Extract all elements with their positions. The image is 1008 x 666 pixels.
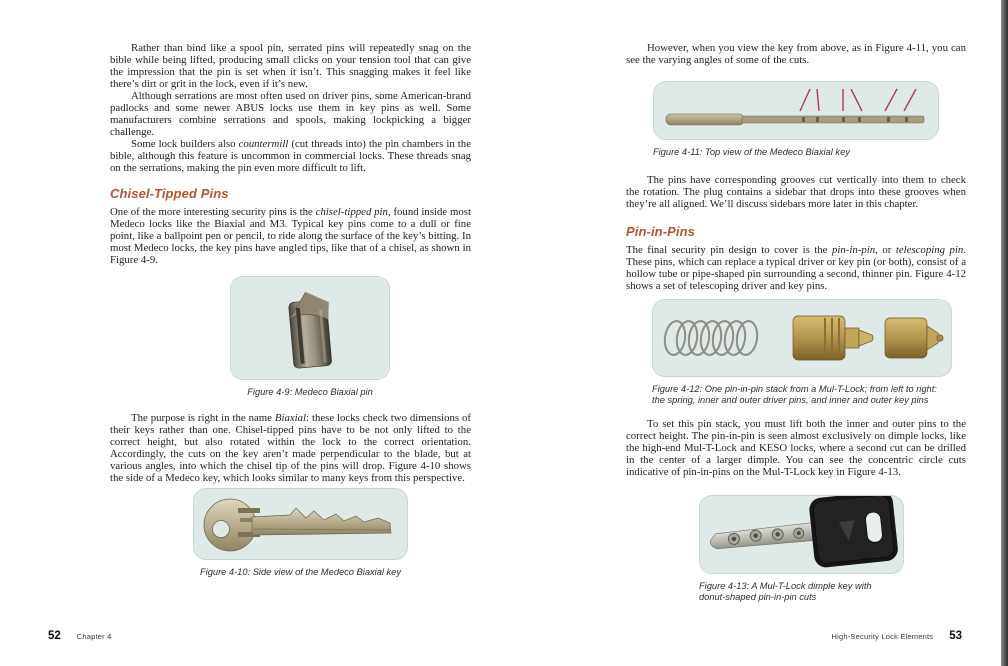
- running-footer-chapter: Chapter 4: [76, 632, 112, 641]
- page-right-column: [626, 42, 966, 604]
- page-number-right: 53: [949, 630, 962, 642]
- figure-4-11-photo-box: [653, 81, 939, 140]
- spring-image: [663, 319, 760, 355]
- emphasis-biaxial: Biaxial: [274, 411, 307, 424]
- emphasis-countermill: countermill: [238, 138, 289, 150]
- footer-left: [48, 626, 112, 644]
- figure-4-11-caption: Figure 4-11: Top view of the Medeco Biaxial key: [653, 147, 850, 157]
- paragraph-grooves-sidebar: The pins have corresponding grooves cut vertically into them to check the rotation. The plug contains a sidebar that drops into these grooves when they’re all aligned. We’ll discuss sidebars more later in this chapter.: [626, 173, 966, 210]
- figure-4-10: [193, 488, 408, 579]
- mul-t-lock-dimple-key-image: [700, 496, 903, 573]
- figure-4-9: [230, 276, 390, 399]
- figure-4-13-caption: Figure 4-13: A Mul-T-Lock dimple key with donut-shaped pin-in-pin cuts: [699, 580, 872, 602]
- emphasis-chisel-tipped-pin: chisel-tipped pin: [315, 206, 388, 218]
- figure-4-13-photo-box: [699, 495, 904, 574]
- paragraph-set-pin-stack: To set this pin stack, you must lift both the inner and outer pins to the correct height. The pin-in-pin is seen almost exclusively on dimple locks, like the high-end Mul-T-Lock and KESO locks, where a second cut can be drilled in the center of a larger dimple. You can see the concentric circle cuts indicative of pin-in-pins on the Mul-T-Lock key in Figure 4-13.: [626, 417, 966, 478]
- medeco-key-side-view-image: [194, 489, 407, 559]
- driver-pins-image: [793, 316, 873, 360]
- medeco-biaxial-pin-image: [231, 277, 389, 379]
- paragraph-countermill: Some lock builders also countermill (cut threads into) the pin chambers in the bible, although this feature is uncommon in commercial locks. These threads snag on the serrations, making the pin even more difficult to lift.: [110, 138, 471, 174]
- paragraph-text: Although serrations are most often used on driver pins, some American-brand padlocks and some newer ABUS locks use them in key pins as well. Some manufacturers combine serrations and spools, making lockpicking a bigger challenge.: [110, 90, 471, 138]
- running-footer-section: High-Security Lock Elements: [831, 632, 934, 641]
- figure-4-9-caption: Figure 4-9: Medeco Biaxial pin: [247, 387, 373, 397]
- figure-4-10-photo-box: [193, 488, 408, 560]
- emphasis-telescoping-pin: telescoping pin: [895, 243, 964, 256]
- section-heading-pin-in-pins: Pin-in-Pins: [626, 223, 695, 239]
- cut-angle-annotation-lines: [800, 89, 916, 111]
- paragraph-text: Rather than bind like a spool pin, serrated pins will repeatedly snag on the bible while being lifted, producing small clicks on your tension tool that can give the impression that the pin is set when it isn’t. This snagging makes it feel like there’s dirt or grit in the lock, even if it’s new.: [110, 42, 471, 90]
- page-number-left: 52: [48, 630, 61, 642]
- paragraph-serrations-usage: [110, 90, 471, 138]
- section-heading-chisel-tipped-pins: Chisel-Tipped Pins: [110, 186, 229, 201]
- figure-4-13: [699, 495, 904, 604]
- paragraph-key-from-above: However, when you view the key from above, as in Figure 4-11, you can see the varying angles of some of the cuts.: [626, 42, 966, 66]
- figure-4-9-photo-box: [230, 276, 390, 380]
- pin-in-pin-stack-image: [653, 300, 951, 376]
- paragraph-serrated-snag: [110, 42, 471, 90]
- figure-4-12-photo-box: [652, 299, 952, 377]
- medeco-key-top-view-image: [654, 82, 938, 139]
- figure-4-12: [652, 299, 952, 407]
- paragraph-biaxial-purpose: The purpose is right in the name Biaxial: these locks check two dimensions of their keys rather than one. Chisel-tipped pins have to be not only lifted to the correct height, but also rotated within the lock to the correct orientation. Accordingly, the cuts on the key aren’t made perpendicular to the blade, but at various angles, into which the chisel tip of the pins will drop. Figure 4-10 shows the side of a Medeco key, which looks similar to many keys from this perspective.: [110, 411, 471, 484]
- paragraph-pin-in-pin-intro: The final security pin design to cover is the pin-in-pin, or telescoping pin. These pins, which can replace a typical driver or key pin (or both), consist of a hollow tube or pipe-shaped pin surrounding a second, thinner pin. Figure 4-12 shows a set of telescoping driver and key pins.: [626, 243, 967, 292]
- book-page-edge: [1001, 0, 1008, 666]
- footer-right: [832, 626, 963, 644]
- emphasis-pin-in-pin: pin-in-pin: [831, 243, 876, 256]
- key-pins-image: [885, 318, 943, 358]
- page-left-column: [110, 42, 471, 578]
- figure-4-12-caption: Figure 4-12: One pin-in-pin stack from a Mul-T-Lock; from left to right: the spring, inner and outer driver pins, and inner and outer key pins: [652, 383, 937, 405]
- paragraph-chisel-intro: One of the more interesting security pins is the chisel-tipped pin, found inside most Medeco locks like the Biaxial and M3. Typical key pins come to a dull or fine point, like a ballpoint pen or pencil, to ride along the surface of the key’s bitting. In most Medeco locks, the key pins have angled tips, like that of a chisel, as shown in Figure 4-9.: [110, 206, 471, 266]
- figure-4-11: [653, 81, 939, 159]
- figure-4-10-caption: Figure 4-10: Side view of the Medeco Biaxial key: [199, 566, 402, 577]
